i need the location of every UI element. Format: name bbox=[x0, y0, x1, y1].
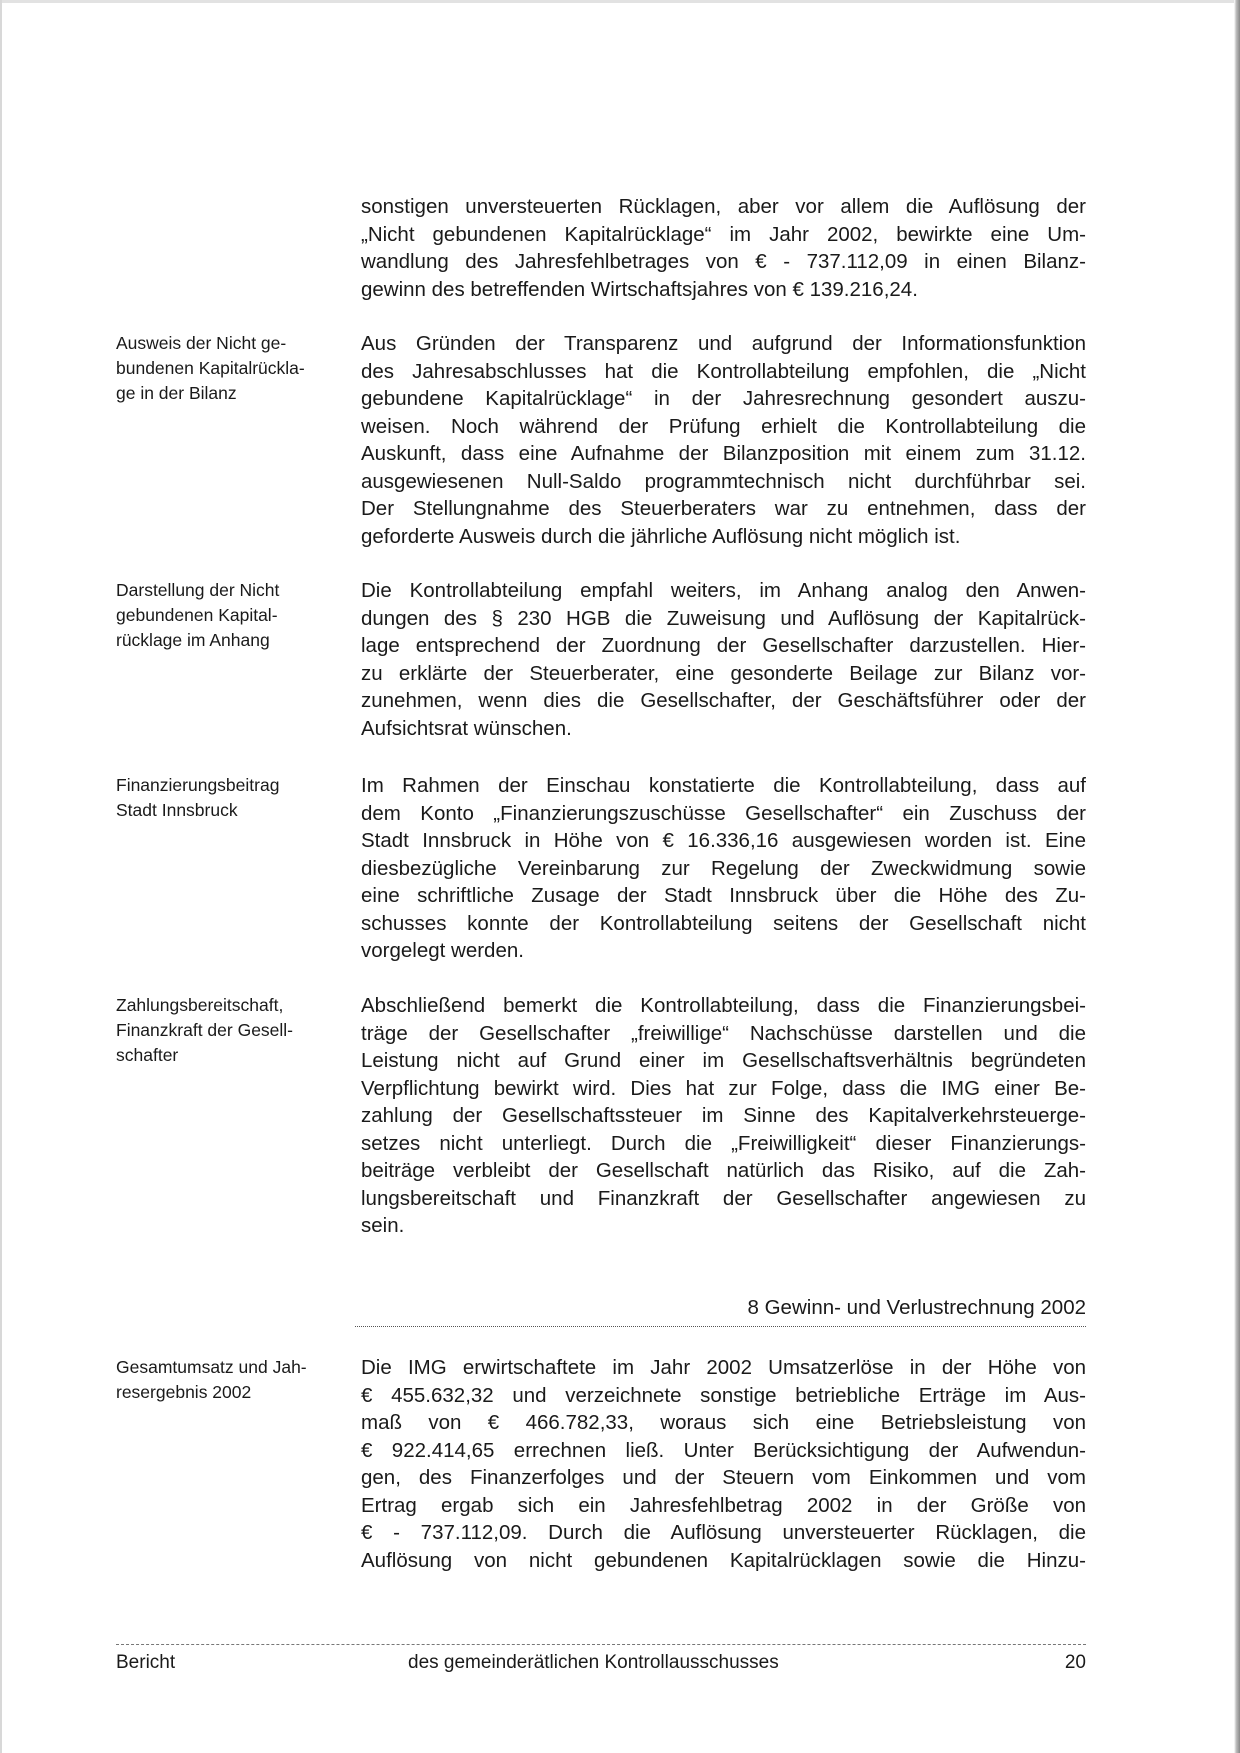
paragraph-line: € - 737.112,09. Durch die Auflösung unversteuerter Rücklagen, die bbox=[361, 1521, 1086, 1544]
paragraph-line: Ertrag ergab sich ein Jahresfehlbetrag 2002 in der Größe von bbox=[361, 1493, 1086, 1517]
paragraph-line: schusses konnte der Kontrollabteilung seitens der Gesellschaft nicht bbox=[361, 911, 1086, 935]
body-paragraph bbox=[361, 330, 1086, 550]
paragraph-line: des Jahresabschlusses hat die Kontrollabteilung empfohlen, die „Nicht bbox=[361, 359, 1086, 383]
margin-note-line: Finanzkraft der Gesell- bbox=[116, 1020, 294, 1040]
paragraph-line: Auskunft, dass eine Aufnahme der Bilanzposition mit einem zum 31.12. bbox=[361, 442, 1086, 465]
paragraph-line: dungen des § 230 HGB die Zuweisung und Auflösung der Kapitalrück- bbox=[361, 606, 1086, 630]
paragraph-line: zahlung der Gesellschaftssteuer im Sinne des Kapitalverkehrsteuerge- bbox=[361, 1104, 1086, 1127]
margin-note-line: gebundenen Kapital- bbox=[116, 605, 278, 625]
body-paragraph bbox=[361, 577, 1086, 742]
margin-note bbox=[116, 578, 346, 653]
margin-note-line: ge in der Bilanz bbox=[116, 383, 237, 403]
margin-note bbox=[116, 331, 346, 406]
paragraph-line: Leistung nicht auf Grund einer im Gesellschaftsverhältnis begründeten bbox=[361, 1049, 1086, 1072]
paragraph-line: lungsbereitschaft und Finanzkraft der Gesellschafter angewiesen zu bbox=[361, 1186, 1086, 1210]
paragraph-line: beiträge verbleibt der Gesellschaft natürlich das Risiko, auf die Zah- bbox=[361, 1159, 1086, 1182]
body-paragraph bbox=[361, 992, 1086, 1240]
paragraph-line: Aus Gründen der Transparenz und aufgrund der Informationsfunktion bbox=[361, 332, 1086, 355]
margin-note-line: bundenen Kapitalrückla- bbox=[116, 358, 305, 378]
paragraph-line: maß von € 466.782,33, woraus sich eine Betriebsleistung von bbox=[361, 1411, 1086, 1434]
scan-edge-left bbox=[0, 0, 2, 1753]
paragraph-line: Im Rahmen der Einschau konstatierte die Kontrollabteilung, dass auf bbox=[361, 774, 1086, 797]
paragraph-line: geforderte Ausweis durch die jährliche Auflösung nicht möglich ist. bbox=[361, 524, 961, 548]
paragraph-line: diesbezügliche Vereinbarung zur Regelung der Zweckwidmung sowie bbox=[361, 856, 1086, 880]
margin-note-line: rücklage im Anhang bbox=[116, 630, 270, 650]
margin-note bbox=[116, 773, 346, 823]
paragraph-line: weisen. Noch während der Prüfung erhielt die Kontrollabteilung die bbox=[361, 414, 1086, 438]
paragraph-line: träge der Gesellschafter „freiwillige“ Nachschüsse darstellen und die bbox=[361, 1021, 1086, 1045]
paragraph-line: gebundene Kapitalrücklage“ in der Jahresrechnung gesondert auszu- bbox=[361, 387, 1086, 410]
paragraph-line: Auflösung von nicht gebundenen Kapitalrücklagen sowie die Hinzu- bbox=[361, 1548, 1086, 1572]
paragraph-line: sein. bbox=[361, 1214, 405, 1237]
footer-divider bbox=[116, 1644, 1086, 1645]
paragraph-line: Aufsichtsrat wünschen. bbox=[361, 716, 572, 740]
paragraph-line: zunehmen, wenn dies die Gesellschafter, der Geschäftsführer oder der bbox=[361, 689, 1086, 712]
footer-center: des gemeinderätlichen Kontrollausschusses bbox=[408, 1652, 779, 1673]
heading-divider bbox=[355, 1326, 1086, 1327]
paragraph-line: Verpflichtung bewirkt wird. Dies hat zur Folge, dass die IMG einer Be- bbox=[361, 1076, 1086, 1100]
scan-edge-top bbox=[0, 0, 1240, 3]
margin-note-line: Zahlungsbereitschaft, bbox=[116, 995, 284, 1015]
margin-note-line: Finanzierungsbeitrag bbox=[116, 775, 280, 795]
paragraph-line: Stadt Innsbruck in Höhe von € 16.336,16 ausgewiesen worden ist. Eine bbox=[361, 829, 1086, 852]
body-paragraph bbox=[361, 772, 1086, 965]
paragraph-line: dem Konto „Finanzierungszuschüsse Gesellschafter“ ein Zuschuss der bbox=[361, 801, 1086, 825]
margin-note-line: resergebnis 2002 bbox=[116, 1382, 252, 1402]
margin-note-line: Gesamtumsatz und Jah- bbox=[116, 1357, 307, 1377]
paragraph-line: setzes nicht unterliegt. Durch die „Freiwilligkeit“ dieser Finanzierungs- bbox=[361, 1131, 1086, 1155]
paragraph-line: Die Kontrollabteilung empfahl weiters, im Anhang analog den Anwen- bbox=[361, 579, 1086, 602]
page-number: 20 bbox=[1064, 1652, 1086, 1673]
paragraph-line: € 455.632,32 und verzeichnete sonstige betriebliche Erträge im Aus- bbox=[361, 1383, 1086, 1407]
body-paragraph bbox=[361, 193, 1086, 303]
paragraph-line: sonstigen unversteuerten Rücklagen, aber vor allem die Auflösung der bbox=[361, 195, 1086, 218]
paragraph-line: zu erklärte der Steuerberater, eine gesonderte Beilage zur Bilanz vor- bbox=[361, 661, 1086, 685]
section-heading: 8 Gewinn- und Verlustrechnung 2002 bbox=[747, 1296, 1086, 1319]
margin-note bbox=[116, 1355, 346, 1405]
paragraph-line: vorgelegt werden. bbox=[361, 939, 524, 962]
paragraph-line: „Nicht gebundenen Kapitalrücklage“ im Jahr 2002, bewirkte eine Um- bbox=[361, 222, 1086, 246]
paragraph-line: Abschließend bemerkt die Kontrollabteilung, dass die Finanzierungsbei- bbox=[361, 994, 1086, 1017]
margin-note-line: Stadt Innsbruck bbox=[116, 800, 238, 820]
paragraph-line: Die IMG erwirtschaftete im Jahr 2002 Umsatzerlöse in der Höhe von bbox=[361, 1356, 1086, 1379]
footer-left: Bericht bbox=[116, 1652, 176, 1673]
paragraph-line: gen, des Finanzerfolges und der Steuern vom Einkommen und vom bbox=[361, 1466, 1086, 1489]
scan-edge-right bbox=[1234, 0, 1240, 1753]
paragraph-line: lage entsprechend der Zuordnung der Gesellschafter darzustellen. Hier- bbox=[361, 634, 1086, 657]
paragraph-line: gewinn des betreffenden Wirtschaftsjahres von € 139.216,24. bbox=[361, 277, 918, 301]
paragraph-line: ausgewiesenen Null-Saldo programmtechnisch nicht durchführbar sei. bbox=[361, 469, 1086, 493]
margin-note-line: Darstellung der Nicht bbox=[116, 580, 280, 600]
margin-note-line: Ausweis der Nicht ge- bbox=[116, 333, 287, 353]
margin-note bbox=[116, 993, 346, 1068]
paragraph-line: wandlung des Jahresfehlbetrages von € - 737.112,09 in einen Bilanz- bbox=[361, 250, 1086, 273]
paragraph-line: Der Stellungnahme des Steuerberaters war zu entnehmen, dass der bbox=[361, 497, 1086, 520]
paragraph-line: € 922.414,65 errechnen ließ. Unter Berücksichtigung der Aufwendun- bbox=[361, 1438, 1086, 1462]
margin-note-line: schafter bbox=[116, 1045, 179, 1065]
body-paragraph bbox=[361, 1354, 1086, 1574]
paragraph-line: eine schriftliche Zusage der Stadt Innsbruck über die Höhe des Zu- bbox=[361, 884, 1086, 907]
